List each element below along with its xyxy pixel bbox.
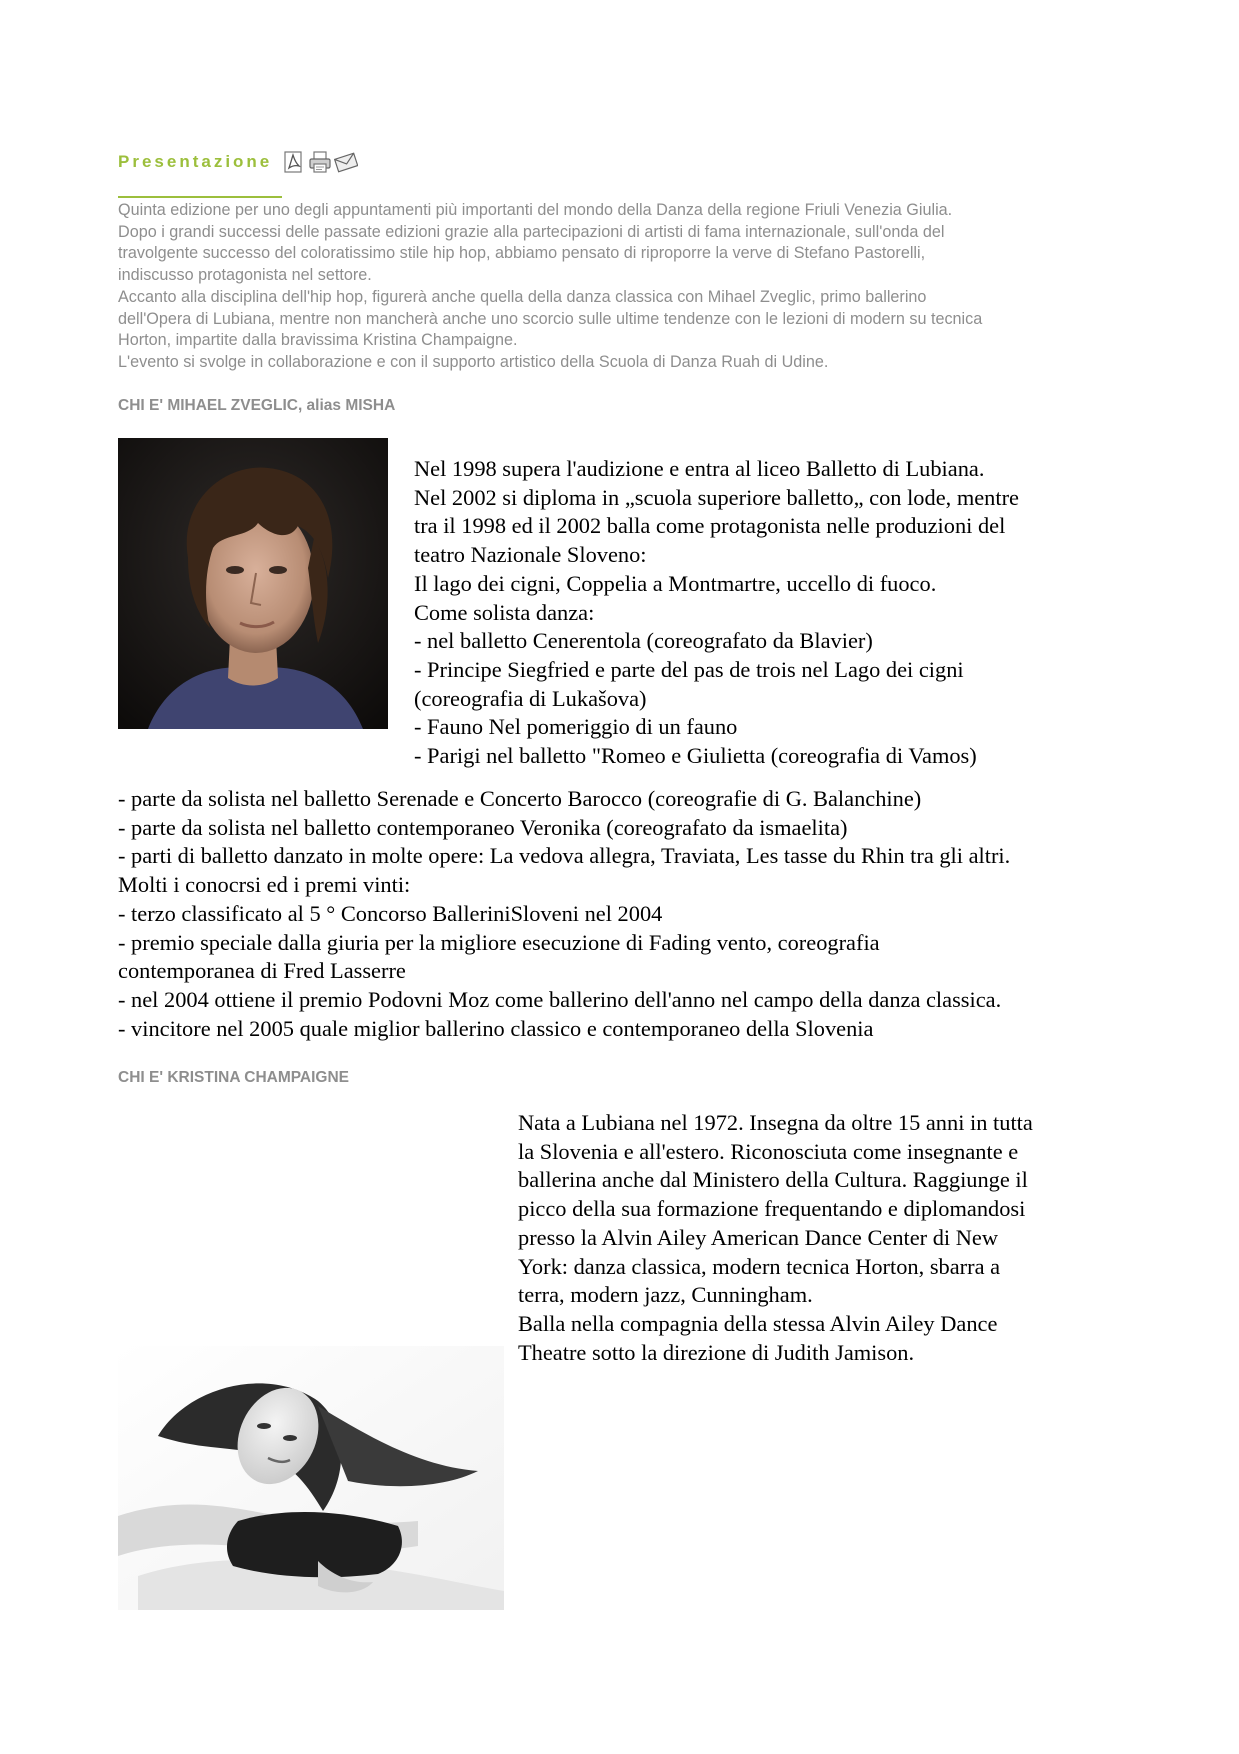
misha-bio-full: [118, 785, 1010, 1043]
intro-line: dell'Opera di Lubiana, mentre non mancherà anche uno scorcio sulle ultime tendenze con le lezioni di modern su tecnica: [118, 309, 983, 328]
bio-line: Nel 2002 si diploma in „scuola superiore balletto„ con lode, mentre: [414, 484, 1019, 510]
bio-line: Molti i conocrsi ed i premi vinti:: [118, 872, 411, 898]
bio-line: - nel balletto Cenerentola (coreografato da Blavier): [414, 628, 873, 654]
intro-line: Quinta edizione per uno degli appuntamenti più importanti del mondo della Danza della regione Friuli Venezia Giulia.: [118, 201, 953, 219]
intro-paragraph: [118, 200, 1128, 374]
bio-line: Il lago dei cigni, Coppelia a Montmartre, uccello di fuoco.: [414, 570, 937, 596]
bio-line: terra, modern jazz, Cunningham.: [518, 1282, 813, 1308]
bio-line: - Fauno Nel pomeriggio di un fauno: [414, 714, 738, 740]
kristina-bio: [518, 1109, 1033, 1367]
bio-line: presso la Alvin Ailey American Dance Center di New: [518, 1224, 999, 1250]
bio-line: ballerina anche dal Ministero della Cultura. Raggiunge il: [518, 1167, 1028, 1193]
page-title: Presentazione: [118, 152, 273, 171]
intro-line: Accanto alla disciplina dell'hip hop, figurerà anche quella della danza classica con Mihael Zveglic, primo ballerino: [118, 287, 927, 306]
bio-line: - vincitore nel 2005 quale miglior ballerino classico e contemporaneo della Slovenia: [118, 1015, 874, 1041]
bio-line: la Slovenia e all'estero. Riconosciuta come insegnante e: [518, 1138, 1019, 1164]
bio-line: Come solista danza:: [414, 599, 595, 625]
email-icon[interactable]: [334, 150, 358, 174]
bio-line: (coreografia di Lukašova): [414, 685, 647, 711]
bio-line: tra il 1998 ed il 2002 balla come protagonista nelle produzioni del: [414, 513, 1006, 539]
bio-line: teatro Nazionale Sloveno:: [414, 542, 647, 568]
bio-line: - Parigi nel balletto "Romeo e Giulietta (coreografia di Vamos): [414, 743, 977, 769]
bio-line: contemporanea di Fred Lasserre: [118, 958, 406, 984]
intro-line: travolgente successo del coloratissimo stile hip hop, abbiamo pensato di riproporre la verve di Stefano Pastorelli,: [118, 244, 926, 263]
bio-line: Balla nella compagnia della stessa Alvin Ailey Dance: [518, 1310, 998, 1336]
intro-line: indiscusso protagonista nel settore.: [118, 266, 372, 285]
bio-line: - nel 2004 ottiene il premio Podovni Moz come ballerino dell'anno nel campo della danza classica.: [118, 986, 1002, 1012]
misha-heading: CHI E' MIHAEL ZVEGLIC, alias MISHA: [118, 397, 396, 414]
bio-line: - terzo classificato al 5 ° Concorso BalleriniSloveni nel 2004: [118, 900, 663, 926]
bio-line: picco della sua formazione frequentando e diplomandosi: [518, 1196, 1026, 1222]
page-header: [118, 150, 358, 174]
bio-line: Nel 1998 supera l'audizione e entra al liceo Balletto di Lubiana.: [414, 456, 985, 481]
intro-line: L'evento si svolge in collaborazione e con il supporto artistico della Scuola di Danza Ruah di Udine.: [118, 352, 829, 371]
bio-line: Theatre sotto la direzione di Judith Jamison.: [518, 1339, 915, 1365]
title-underline: [118, 196, 282, 198]
pdf-icon[interactable]: [282, 150, 306, 174]
bio-line: York: danza classica, modern tecnica Horton, sbarra a: [518, 1253, 1001, 1279]
intro-line: Dopo i grandi successi delle passate edizioni grazie alla partecipazioni di artisti di fama internazionale, sull'onda del: [118, 222, 945, 241]
print-icon[interactable]: [308, 150, 332, 174]
bio-line: Nata a Lubiana nel 1972. Insegna da oltre 15 anni in tutta: [518, 1110, 1033, 1135]
kristina-photo: [118, 1346, 504, 1610]
intro-line: Horton, impartite dalla bravissima Kristina Champaigne.: [118, 331, 518, 350]
kristina-heading: CHI E' KRISTINA CHAMPAIGNE: [118, 1069, 350, 1086]
bio-line: - premio speciale dalla giuria per la migliore esecuzione di Fading vento, coreografia: [118, 929, 880, 955]
misha-photo: [118, 438, 388, 729]
misha-bio-right: [414, 455, 1019, 771]
bio-line: - parte da solista nel balletto contemporaneo Veronika (coreografato da ismaelita): [118, 814, 848, 840]
bio-line: - parti di balletto danzato in molte opere: La vedova allegra, Traviata, Les tasse du Rhin tra gli altri.: [118, 843, 1011, 869]
document-actions: [282, 150, 358, 174]
bio-line: - parte da solista nel balletto Serenade e Concerto Barocco (coreografie di G. Balanchine): [118, 786, 922, 811]
bio-line: - Principe Siegfried e parte del pas de trois nel Lago dei cigni: [414, 656, 964, 682]
